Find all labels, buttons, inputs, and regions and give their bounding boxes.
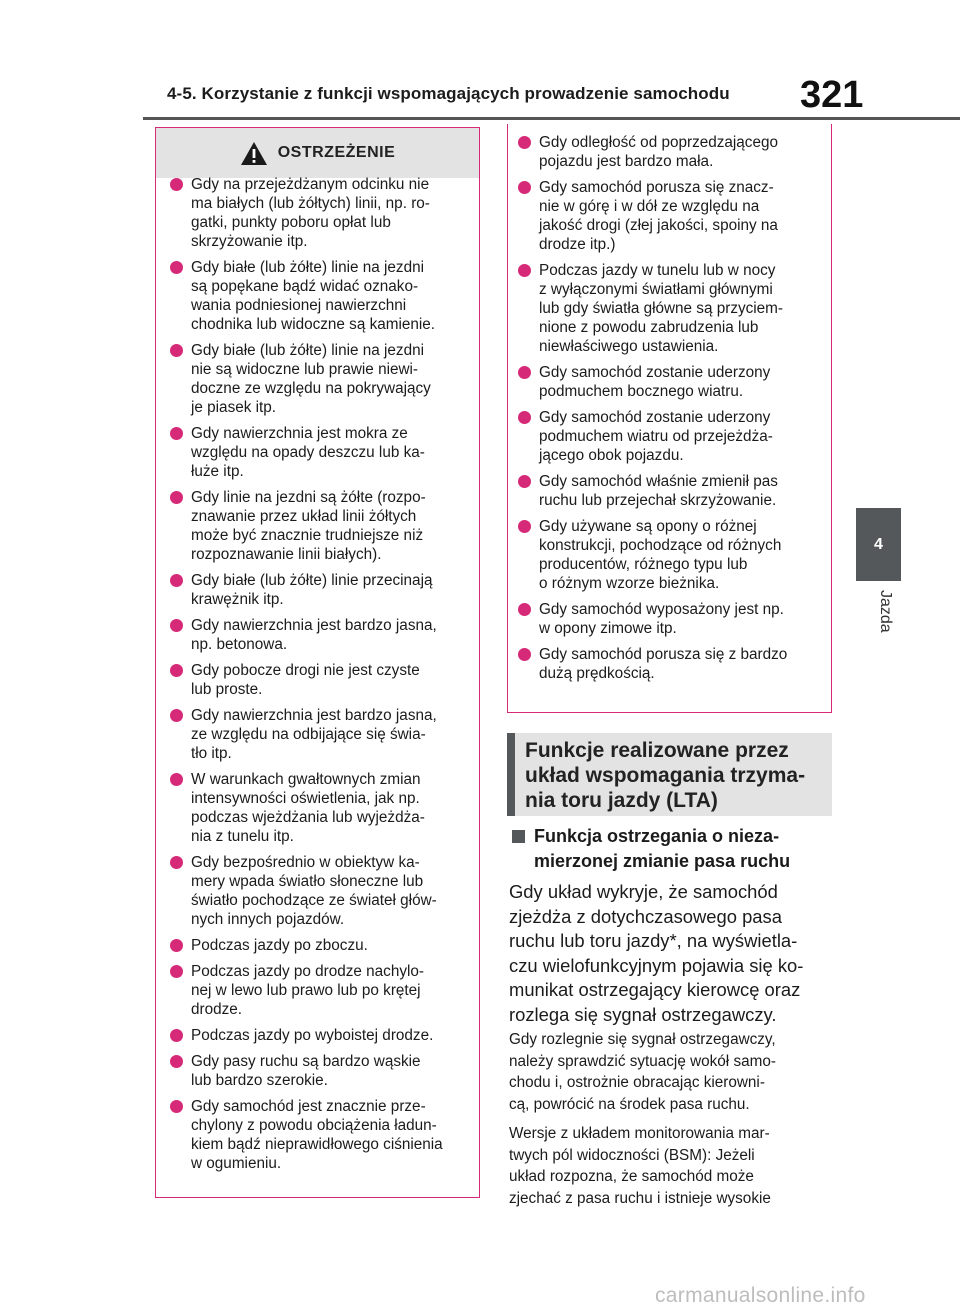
warning-header — [156, 128, 479, 178]
bullet-item — [167, 175, 473, 251]
bullet-item — [167, 488, 473, 564]
bullet-item — [167, 571, 473, 609]
paragraph-1: Gdy rozlegnie się sygnał ostrzegawczy, należy sprawdzić sytuację wokół samo- chodu i, ostrożnie obracając kierowni- cą, powrócić na środek pasa ruchu. — [509, 1031, 776, 1113]
bullet-dot-icon — [170, 574, 183, 587]
bullet-dot-icon — [170, 178, 183, 191]
header-divider — [143, 117, 960, 120]
subheading — [512, 824, 830, 874]
warning-list — [167, 175, 473, 1180]
bullet-item — [515, 517, 827, 593]
bullet-text: Gdy samochód zostanie uderzony podmuchem wiatru od przejeżdża- jącego obok pojazdu. — [539, 409, 773, 464]
bullet-dot-icon — [518, 648, 531, 661]
bullet-dot-icon — [518, 520, 531, 533]
bullet-text: Gdy nawierzchnia jest mokra ze względu na opady deszczu lub ka- łuże itp. — [191, 425, 425, 480]
bullet-dot-icon — [170, 664, 183, 677]
bullet-item — [515, 645, 827, 683]
bullet-dot-icon — [170, 1100, 183, 1113]
bullet-text: Gdy samochód wyposażony jest np. w opony zimowe itp. — [539, 601, 784, 637]
bullet-dot-icon — [170, 939, 183, 952]
paragraph-2: Wersje z układem monitorowania mar- twych pól widoczności (BSM): Jeżeli układ rozpozna, że samochód może zjechać z pasa ruchu i istnieje wysokie — [509, 1125, 771, 1207]
bullet-item — [167, 1097, 473, 1173]
bullet-dot-icon — [170, 1029, 183, 1042]
bullet-text: Gdy samochód zostanie uderzony podmuchem bocznego wiatru. — [539, 364, 771, 400]
bullet-dot-icon — [170, 965, 183, 978]
bullet-text: Gdy używane są opony o różnej konstrukcji, pochodzące od różnych producentów, różnego typu lub o różnym wzorze bieżnika. — [539, 518, 782, 592]
bullet-item — [167, 1052, 473, 1090]
bullet-item — [167, 1026, 473, 1045]
subheading-text: Funkcja ostrzegania o nieza- mierzonej zmianie pasa ruchu — [534, 826, 791, 871]
bullet-item — [167, 936, 473, 955]
bullet-text: Gdy nawierzchnia jest bardzo jasna, ze względu na odbijające się świa- tło itp. — [191, 707, 437, 762]
bullet-text: Gdy bezpośrednio w obiektyw ka- mery wpada światło słoneczne lub światło pochodzące ze świateł głów- nych innych pojazdów. — [191, 854, 437, 928]
square-bullet-icon — [512, 830, 525, 843]
bullet-dot-icon — [170, 709, 183, 722]
chapter-label: Jazda — [877, 590, 894, 633]
bullet-item — [167, 962, 473, 1019]
bullet-dot-icon — [518, 264, 531, 277]
bullet-dot-icon — [518, 366, 531, 379]
main-paragraph: Gdy układ wykryje, że samochód zjeżdża z dotychczasowego pasa ruchu lub toru jazdy*, na wyświetla- czu wielofunkcyjnym pojawia się ko- munikat ostrzegający kierowcę oraz rozlega się sygnał ostrzegawczy. — [509, 881, 804, 1025]
page-number: 321 — [800, 74, 864, 116]
bullet-text: Gdy pobocze drogi nie jest czyste lub proste. — [191, 662, 420, 698]
bullet-text: W warunkach gwałtownych zmian intensywności oświetlenia, jak np. podczas wjeżdżania lub wyjeżdża- nia z tunelu itp. — [191, 771, 425, 845]
warning-triangle-icon — [240, 141, 268, 166]
bullet-dot-icon — [518, 475, 531, 488]
bullet-text: Gdy odległość od poprzedzającego pojazdu jest bardzo mała. — [539, 134, 778, 170]
watermark: carmanualsonline.info — [655, 1284, 866, 1307]
bullet-item — [515, 261, 827, 356]
bullet-dot-icon — [170, 773, 183, 786]
bullet-text: Gdy samochód porusza się z bardzo dużą prędkością. — [539, 646, 788, 682]
bullet-text: Gdy linie na jezdni są żółte (rozpo- znawanie przez układ linii żółtych może być znacznie trudniejsze niż rozpoznawanie linii białych). — [191, 489, 426, 563]
bullet-dot-icon — [518, 136, 531, 149]
bullet-text: Podczas jazdy po wyboistej drodze. — [191, 1027, 434, 1044]
warning-continued-list — [515, 133, 827, 690]
bullet-text: Podczas jazdy po zboczu. — [191, 937, 368, 954]
bullet-dot-icon — [170, 1055, 183, 1068]
bullet-dot-icon — [170, 344, 183, 357]
bullet-item — [167, 616, 473, 654]
bullet-item — [515, 408, 827, 465]
bullet-dot-icon — [170, 261, 183, 274]
chapter-tab[interactable]: 4 — [856, 508, 901, 581]
bullet-text: Gdy samochód jest znacznie prze- chylony z powodu obciążenia ładun- kiem bądź nieprawidłowego ciśnienia w ogumieniu. — [191, 1098, 443, 1172]
bullet-text: Podczas jazdy w tunelu lub w nocy z wyłączonymi światłami głównymi lub gdy światła główne są przyciem- nione z powodu zabrudzenia lub niewłaściwego ustawienia. — [539, 262, 784, 355]
bullet-item — [167, 341, 473, 417]
bullet-text: Gdy pasy ruchu są bardzo wąskie lub bardzo szerokie. — [191, 1053, 421, 1089]
bullet-item — [167, 853, 473, 929]
bullet-text: Podczas jazdy po drodze nachylo- nej w lewo lub prawo lub po krętej drodze. — [191, 963, 424, 1018]
bullet-dot-icon — [518, 603, 531, 616]
section-heading: Funkcje realizowane przez układ wspomagania trzyma- nia toru jazdy (LTA) — [507, 733, 832, 816]
bullet-item — [515, 363, 827, 401]
bullet-dot-icon — [170, 619, 183, 632]
bullet-item — [167, 661, 473, 699]
running-header: 4-5. Korzystanie z funkcji wspomagających prowadzenie samochodu — [167, 84, 730, 103]
bullet-dot-icon — [170, 856, 183, 869]
bullet-text: Gdy samochód porusza się znacz- nie w górę i w dół ze względu na jakość drogi (złej jakości, spoiny na drodze itp.) — [539, 179, 778, 253]
bullet-text: Gdy białe (lub żółte) linie na jezdni nie są widoczne lub prawie niewi- doczne ze względu na pokrywający je piasek itp. — [191, 342, 431, 416]
bullet-item — [515, 133, 827, 171]
bullet-dot-icon — [170, 427, 183, 440]
bullet-item — [515, 472, 827, 510]
bullet-item — [515, 600, 827, 638]
bullet-dot-icon — [518, 181, 531, 194]
bullet-text: Gdy na przejeżdżanym odcinku nie ma białych (lub żółtych) linii, np. ro- gatki, punkty poboru opłat lub skrzyżowanie itp. — [191, 176, 430, 250]
bullet-item — [515, 178, 827, 254]
bullet-text: Gdy białe (lub żółte) linie przecinają krawężnik itp. — [191, 572, 433, 608]
bullet-item — [167, 706, 473, 763]
bullet-dot-icon — [518, 411, 531, 424]
bullet-text: Gdy samochód właśnie zmienił pas ruchu lub przejechał skrzyżowanie. — [539, 473, 778, 509]
bullet-dot-icon — [170, 491, 183, 504]
bullet-text: Gdy nawierzchnia jest bardzo jasna, np. betonowa. — [191, 617, 437, 653]
bullet-text: Gdy białe (lub żółte) linie na jezdni są popękane bądź widać oznako- wania podniesionej nawierzchni chodnika lub widoczne są kamienie. — [191, 259, 436, 333]
bullet-item — [167, 770, 473, 846]
warning-title: OSTRZEŻENIE — [277, 144, 396, 161]
bullet-item — [167, 424, 473, 481]
bullet-item — [167, 258, 473, 334]
